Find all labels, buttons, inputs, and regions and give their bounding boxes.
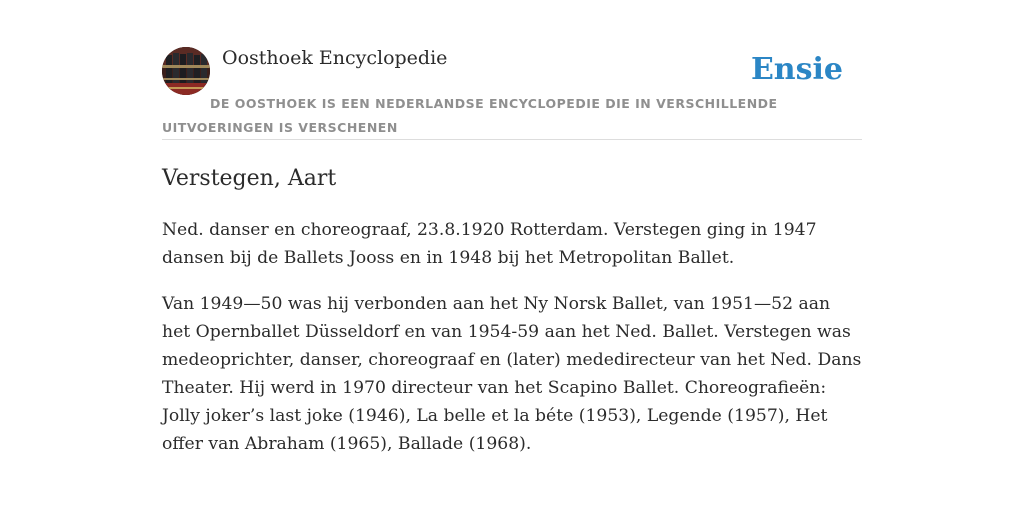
article-paragraph: Van 1949—50 was hij verbonden aan het Ny Norsk Ballet, van 1951—52 aan het Opernballet Düsseldorf en van 1954-59 aan het Ned. Ballet. Verstegen was medeoprichter, danser, choreograaf en (later) mededirecteur van het Ned. Dans Theater. Hij werd in 1970 directeur van het Scapino Ballet. Choreografieën: Jolly joker’s last joke (1946), La belle et la béte (1953), Legende (1957), Het offer van Abraham (1965), Ballade (1968). [162,294,862,454]
article-title: Verstegen, Aart [162,166,337,191]
source-title[interactable]: Oosthoek Encyclopedie [222,47,448,69]
article-card [162,46,862,454]
source-header [162,46,862,140]
source-avatar-books-icon[interactable] [162,47,210,95]
source-tagline: DE OOSTHOEK IS EEN NEDERLANDSE ENCYCLOPEDIE DIE IN VERSCHILLENDE UITVOERINGEN IS VERSCHENEN [162,96,778,135]
ensie-logo-link[interactable]: Ensie [750,52,843,87]
article-paragraph: Ned. danser en choreograaf, 23.8.1920 Rotterdam. Verstegen ging in 1947 dansen bij de Ballets Jooss en in 1948 bij het Metropolitan Ballet. [162,220,817,268]
article-body [162,216,862,476]
